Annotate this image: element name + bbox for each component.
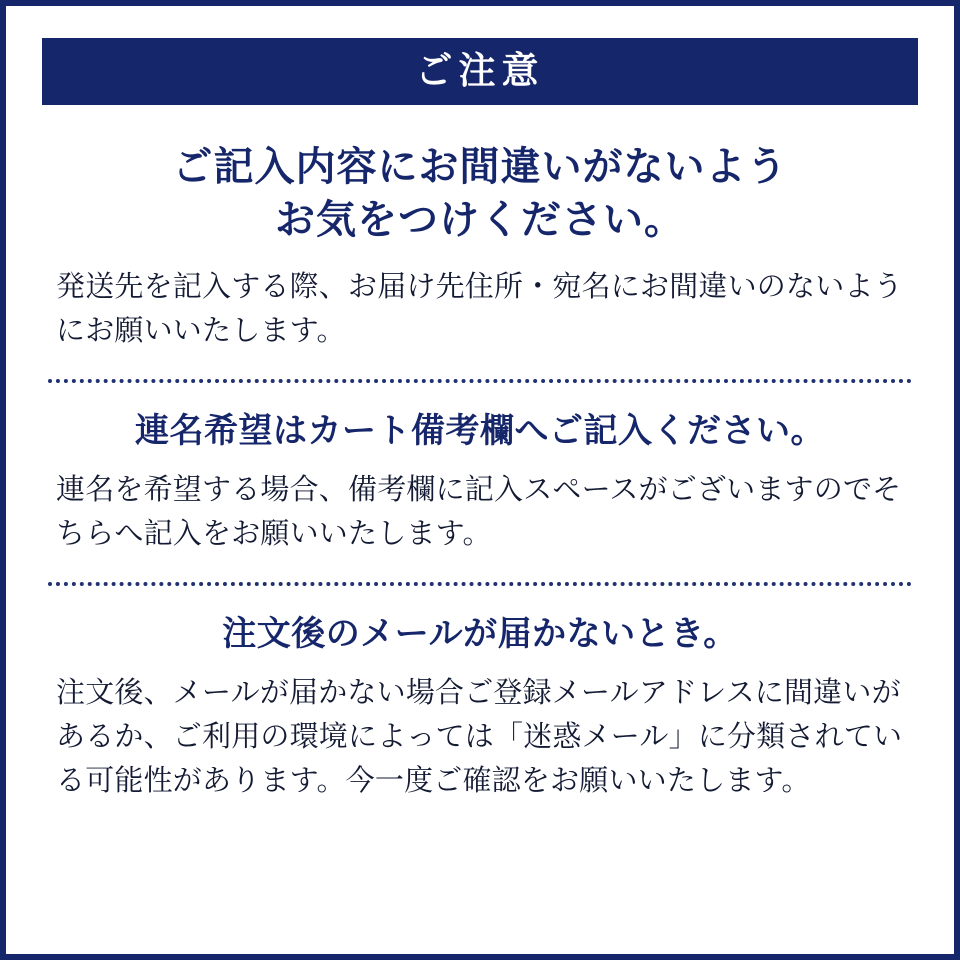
- section-1-headline-line-1: ご記入内容にお間違いがないよう: [172, 145, 788, 189]
- section-2-headline: 連名希望はカート備考欄へご記入ください。: [135, 411, 825, 450]
- section-divider-1: [48, 379, 912, 383]
- section-3-headline: 注文後のメールが届かないとき。: [222, 614, 738, 653]
- section-1-headline-line-2: お気をつけください。: [275, 197, 685, 242]
- page-title: ご注意: [42, 38, 918, 105]
- notice-section-3: [42, 612, 918, 803]
- notice-section-2: [42, 409, 918, 556]
- section-divider-2: [48, 582, 912, 586]
- section-1-body: 発送先を記入する際、お届け先住所・宛名にお間違いのないようにお願いいたします。: [56, 270, 903, 347]
- section-1-headline: [52, 141, 908, 247]
- notice-section-1: [42, 111, 918, 353]
- section-2-body: 連名を希望する場合、備考欄に記入スペースがございますのでそちらへ記入をお願いいたします。: [56, 473, 902, 550]
- section-3-body: 注文後、メールが届かない場合ご登録メールアドレスに間違いがあるか、ご利用の環境によっては「迷惑メール」に分類されている可能性があります。今一度ご確認をお願いいたします。: [56, 676, 903, 797]
- notice-content: [6, 6, 954, 954]
